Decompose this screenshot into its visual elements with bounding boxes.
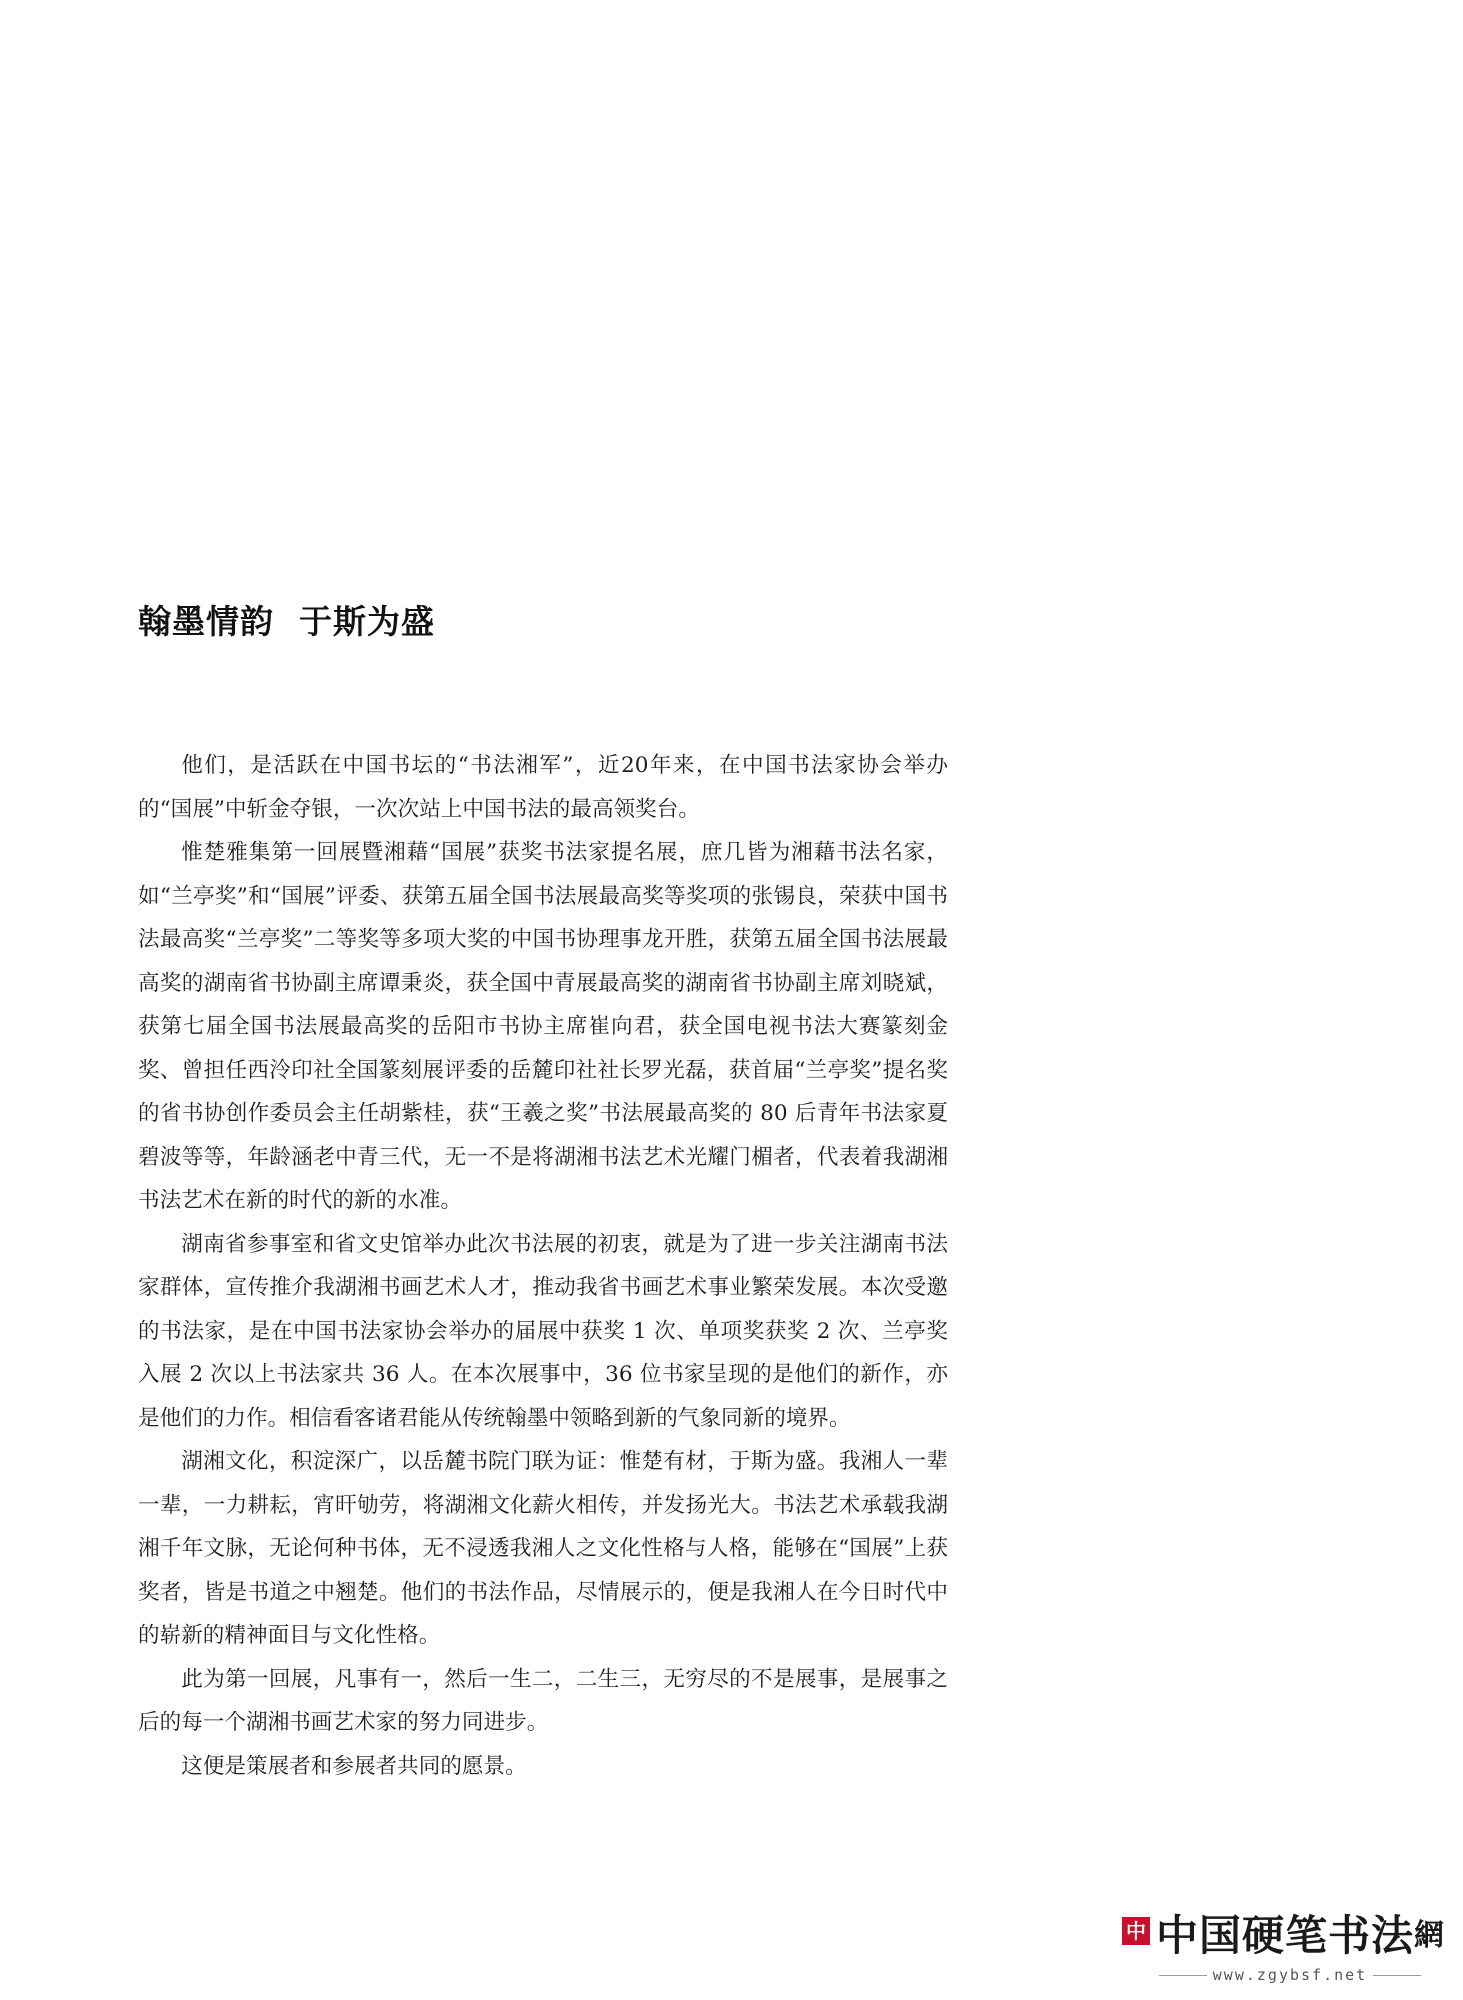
site-watermark <box>1122 1908 1446 1988</box>
paragraph-2: 惟楚雅集第一回展暨湘藉“国展”获奖书法家提名展，庶几皆为湘藉书法名家，如“兰亭奖”和“国展”评委、获第五届全国书法展最高奖等奖项的张锡良，荣获中国书法最高奖“兰亭奖”二等奖等多项大奖的中国书协理事龙开胜，获第五届全国书法展最高奖的湖南省书协副主席谭秉炎，获全国中青展最高奖的湖南省书协副主席刘晓斌，获第七届全国书法展最高奖的岳阳市书协主席崔向君，获全国电视书法大赛篆刻金奖、曾担任西泠印社全国篆刻展评委的岳麓印社社长罗光磊，获首届“兰亭奖”提名奖的省书协创作委员会主任胡紫桂，获“王羲之奖”书法展最高奖的 80 后青年书法家夏碧波等等，年龄涵老中青三代，无一不是将湖湘书法艺术光耀门楣者，代表着我湖湘书法艺术在新的时代的新的水准。 <box>138 840 948 1213</box>
paragraph-6: 这便是策展者和参展者共同的愿景。 <box>181 1753 527 1779</box>
watermark-name-last: 網 <box>1414 1918 1446 1953</box>
paragraph-1: 他们，是活跃在中国书坛的“书法湘军”，近20年来，在中国书法家协会举办的“国展”中斩金夺银，一次次站上中国书法的最高领奖台。 <box>138 753 948 822</box>
paragraph-4: 湖湘文化，积淀深广，以岳麓书院门联为证：惟楚有材，于斯为盛。我湘人一辈一辈，一力耕耘，宵旰劬劳，将湖湘文化薪火相传，并发扬光大。书法艺术承载我湖湘千年文脉，无论何种书体，无不浸透我湘人之文化性格与人格，能够在“国展”上获奖者，皆是书道之中翘楚。他们的书法作品，尽情展示的，便是我湘人在今日时代中的崭新的精神面目与文化性格。 <box>138 1449 948 1648</box>
watermark-name <box>1156 1908 1445 1964</box>
article-title: 翰墨情韵 于斯为盛 <box>138 602 435 641</box>
article-body <box>138 744 948 1788</box>
watermark-logo <box>1122 1908 1445 1964</box>
paragraph-5: 此为第一回展，凡事有一，然后一生二，二生三，无穷尽的不是展事，是展事之后的每一个湖湘书画艺术家的努力同进步。 <box>138 1666 948 1735</box>
paragraph-3: 湖南省参事室和省文史馆举办此次书法展的初衷，就是为了进一步关注湖南书法家群体，宣传推介我湖湘书画艺术人才，推动我省书画艺术事业繁荣发展。本次受邀的书法家，是在中国书法家协会举办的届展中获奖 1 次、单项奖获奖 2 次、兰亭奖入展 2 次以上书法家共 36 人。在本次展事中，36 位书家呈现的是他们的新作，亦是他们的力作。相信看客诸君能从传统翰墨中领略到新的气象同新的境界。 <box>138 1231 948 1431</box>
watermark-url: www.zgybsf.net <box>1142 1966 1438 1984</box>
watermark-name-text: 中国硬笔书法 <box>1156 1911 1415 1960</box>
seal-icon: 中 <box>1122 1917 1150 1945</box>
